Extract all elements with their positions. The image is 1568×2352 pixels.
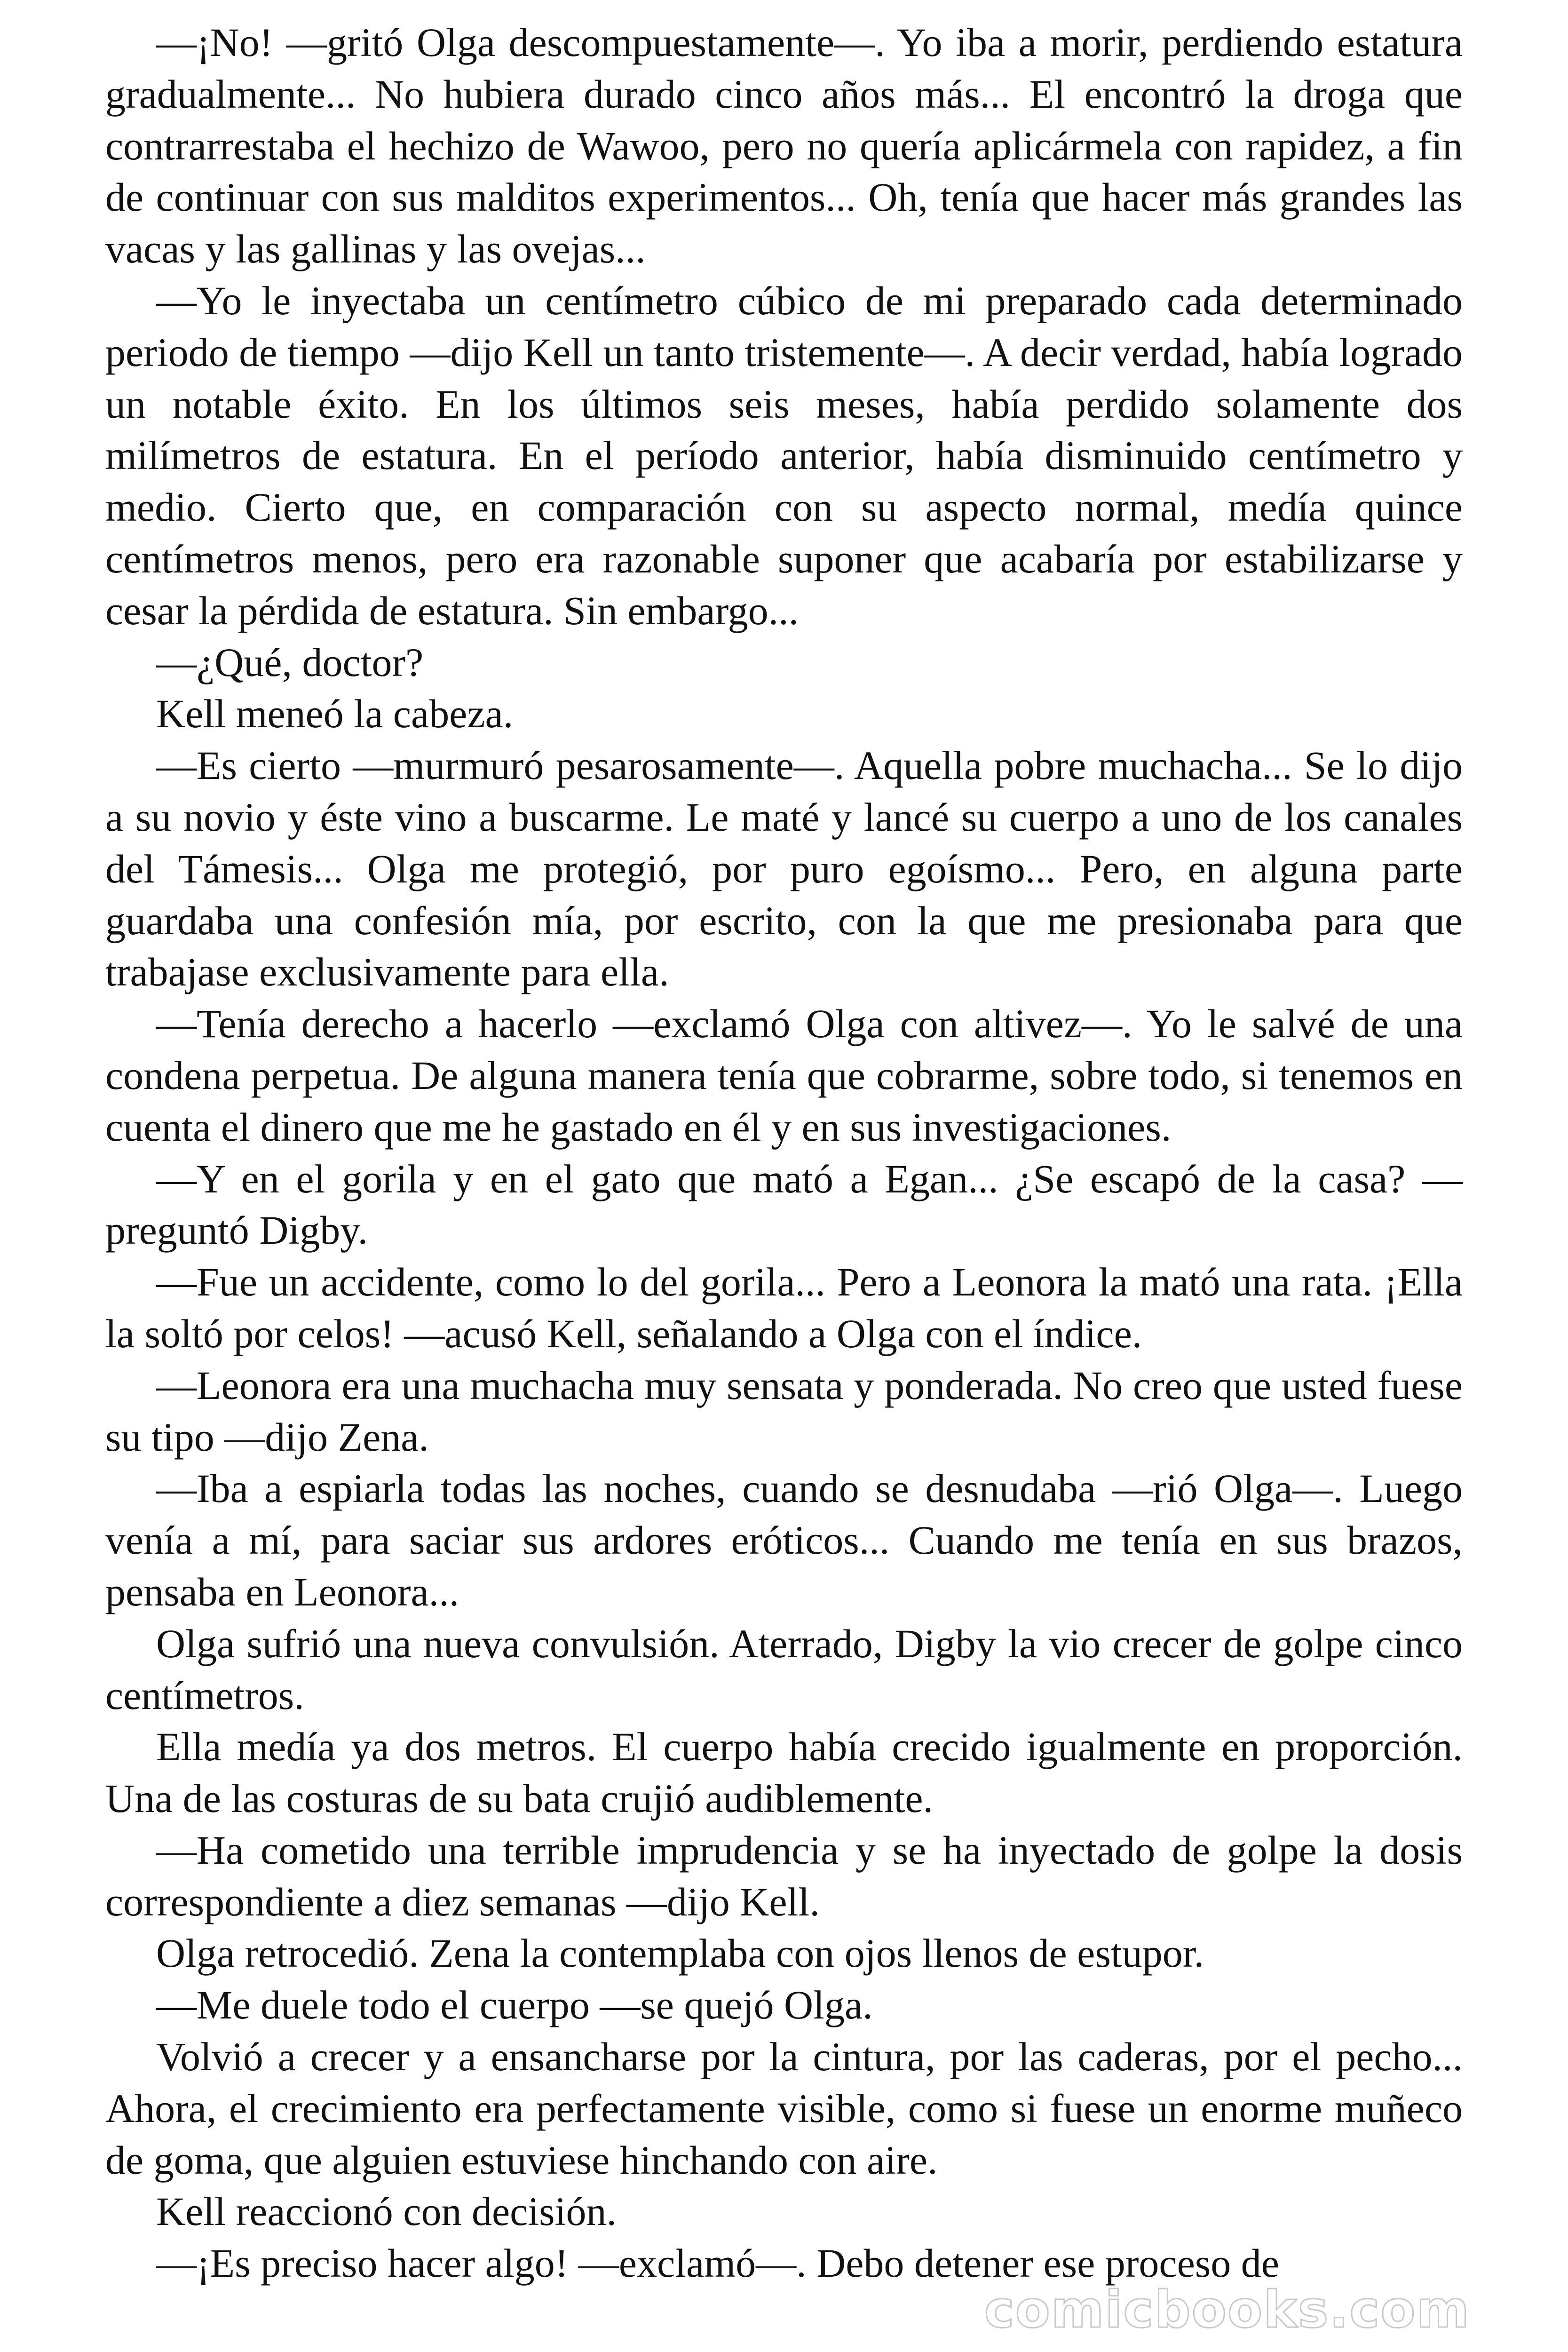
paragraph-1: —¡No! —gritó Olga descompuestamente—. Yo iba a morir, perdiendo estatura gradualmente... No hubiera durado cinco años más... El encontró la droga que contrarrestaba el hechizo de Wawoo, pero no quería aplicármela con rapidez, a fin de continuar con sus malditos experimentos... Oh, tenía que hacer más grandes las vacas y las gallinas y las ovejas...: [105, 20, 1463, 272]
paragraph-17: Kell reaccionó con decisión.: [156, 2189, 617, 2234]
paragraph-3: —¿Qué, doctor?: [156, 639, 424, 685]
paragraph-9: —Leonora era una muchacha muy sensata y ponderada. No creo que usted fuese su tipo —dijo Zena.: [105, 1362, 1463, 1460]
paragraph-5: —Es cierto —murmuró pesarosamente—. Aquella pobre muchacha... Se lo dijo a su novio y éste vino a buscarme. Le maté y lancé su cuerpo a uno de los canales del Támesis... Olga me protegió, por puro egoísmo... Pero, en alguna parte guardaba una confesión mía, por escrito, con la que me presionaba para que trabajase exclusivamente para ella.: [105, 743, 1463, 995]
watermark-logo: comicbooks.com: [984, 2280, 1470, 2339]
paragraph-16: Volvió a crecer y a ensancharse por la cintura, por las caderas, por el pecho... Ahora, el crecimiento era perfectamente visible, como si fuese un enorme muñeco de goma, que alguien estuviese hinchando con aire.: [105, 2034, 1463, 2183]
paragraph-10: —Iba a espiarla todas las noches, cuando se desnudaba —rió Olga—. Luego venía a mí, para saciar sus ardores eróticos... Cuando me tenía en sus brazos, pensaba en Leonora...: [105, 1466, 1463, 1614]
paragraph-15: —Me duele todo el cuerpo —se quejó Olga.: [156, 1982, 873, 2028]
paragraph-4: Kell meneó la cabeza.: [156, 691, 514, 737]
paragraph-2: —Yo le inyectaba un centímetro cúbico de mi preparado cada determinado periodo de tiempo —dijo Kell un tanto tristemente—. A decir verdad, había logrado un notable éxito. En los últimos seis meses, había perdido solamente dos milímetros de estatura. En el período anterior, había disminuido centímetro y medio. Cierto que, en comparación con su aspecto normal, medía quince centímetros menos, pero era razonable suponer que acabaría por estabilizarse y cesar la pérdida de estatura. Sin embargo...: [105, 278, 1463, 633]
paragraph-8: —Fue un accidente, como lo del gorila... Pero a Leonora la mató una rata. ¡Ella la soltó por celos! —acusó Kell, señalando a Olga con el índice.: [105, 1259, 1463, 1356]
paragraph-6: —Tenía derecho a hacerlo —exclamó Olga con altivez—. Yo le salvé de una condena perpetua. De alguna manera tenía que cobrarme, sobre todo, si tenemos en cuenta el dinero que me he gastado en él y en sus investigaciones.: [105, 1001, 1463, 1150]
paragraph-13: —Ha cometido una terrible imprudencia y se ha inyectado de golpe la dosis correspondiente a diez semanas —dijo Kell.: [105, 1827, 1463, 1924]
paragraph-7: —Y en el gorila y en el gato que mató a Egan... ¿Se escapó de la casa? —preguntó Digby.: [105, 1156, 1463, 1253]
paragraph-14: Olga retrocedió. Zena la contemplaba con ojos llenos de estupor.: [156, 1931, 1204, 1976]
paragraph-11: Olga sufrió una nueva convulsión. Aterrado, Digby la vio crecer de golpe cinco centímetros.: [105, 1621, 1463, 1718]
body-text: [105, 17, 1463, 2289]
paragraph-12: Ella medía ya dos metros. El cuerpo había crecido igualmente en proporción. Una de las costuras de su bata crujió audiblemente.: [105, 1724, 1463, 1821]
paragraph-18: —¡Es preciso hacer algo! —exclamó—. Debo detener ese proceso de: [156, 2241, 1279, 2286]
